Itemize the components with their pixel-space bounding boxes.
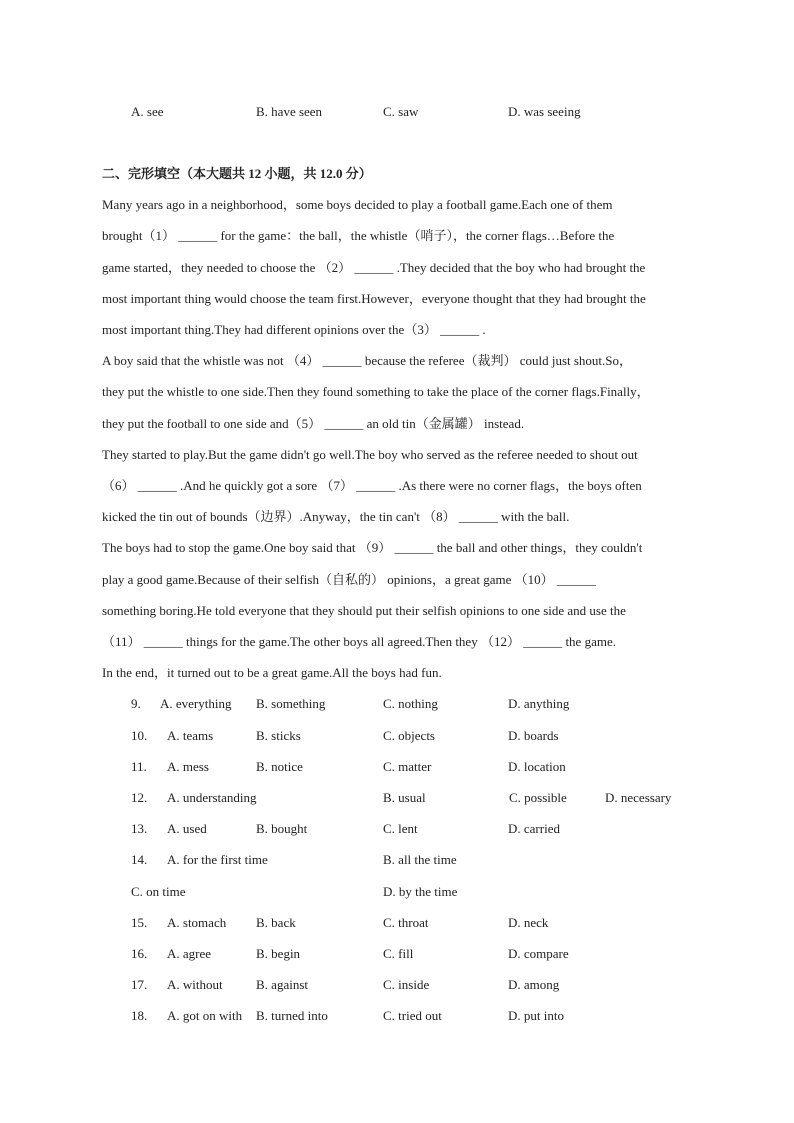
option-b: B. usual	[383, 790, 426, 805]
option-c: C. possible	[509, 790, 567, 805]
option-d: D. anything	[508, 696, 570, 711]
passage-line: kicked the tin out of bounds（边界）.Anyway，the tin can't （8） ______ with the ball.	[102, 509, 570, 524]
passage-line: play a good game.Because of their selfish（自私的） opinions，a great game （10） ______	[102, 572, 596, 587]
question-number: 9.	[131, 696, 141, 711]
option-b: B. back	[256, 915, 296, 930]
passage-line: In the end，it turned out to be a great game.All the boys had fun.	[102, 665, 442, 680]
question-number: 15.	[131, 915, 148, 930]
option-c: C. tried out	[383, 1008, 442, 1023]
option-c: C. matter	[383, 759, 432, 774]
option-a: A. used	[167, 821, 207, 836]
option-d: D. neck	[508, 915, 549, 930]
passage-line: They started to play.But the game didn't go well.The boy who served as the referee needed to shout out	[102, 447, 638, 462]
option-b: B. something	[256, 696, 326, 711]
option-b: B. all the time	[383, 852, 457, 867]
question-number: 16.	[131, 946, 148, 961]
passage-line: （11） ______ things for the game.The other boys all agreed.Then they （12） ______ the game.	[102, 634, 616, 649]
passage-line: they put the football to one side and（5） ______ an old tin（金属罐） instead.	[102, 416, 525, 431]
option-d: D. necessary	[605, 790, 672, 805]
top-option-b: B. have seen	[256, 104, 323, 119]
option-d: D. compare	[508, 946, 569, 961]
option-d: D. put into	[508, 1008, 564, 1023]
top-option-c: C. saw	[383, 104, 419, 119]
passage-line: （6） ______ .And he quickly got a sore （7） ______ .As there were no corner flags，the boys often	[102, 478, 642, 493]
passage-line: game started，they needed to choose the （2） ______ .They decided that the boy who had brought the	[102, 260, 646, 275]
passage-line: The boys had to stop the game.One boy said that （9） ______ the ball and other things，they couldn't	[102, 540, 643, 555]
option-d: D. among	[508, 977, 560, 992]
passage-line: brought（1） ______ for the game：the ball，the whistle（哨子），the corner flags…Before the	[102, 228, 615, 243]
option-b: B. sticks	[256, 728, 301, 743]
passage-line: A boy said that the whistle was not （4） ______ because the referee（裁判） could just shout.So，	[102, 353, 633, 368]
option-a: A. got on with	[167, 1008, 243, 1023]
option-b: B. turned into	[256, 1008, 328, 1023]
question-number: 10.	[131, 728, 148, 743]
option-b: B. begin	[256, 946, 301, 961]
option-b: B. notice	[256, 759, 303, 774]
option-b: B. against	[256, 977, 308, 992]
option-d: D. by the time	[383, 884, 458, 899]
option-c: C. on time	[131, 884, 186, 899]
option-c: C. lent	[383, 821, 418, 836]
option-a: A. everything	[160, 696, 232, 711]
option-d: D. boards	[508, 728, 559, 743]
option-a: A. understanding	[167, 790, 257, 805]
option-b: B. bought	[256, 821, 308, 836]
question-number: 14.	[131, 852, 148, 867]
option-c: C. fill	[383, 946, 414, 961]
option-c: C. objects	[383, 728, 435, 743]
option-a: A. for the first time	[167, 852, 268, 867]
passage-line: Many years ago in a neighborhood，some boys decided to play a football game.Each one of them	[102, 197, 613, 212]
question-number: 17.	[131, 977, 148, 992]
option-c: C. inside	[383, 977, 430, 992]
question-number: 12.	[131, 790, 148, 805]
question-number: 13.	[131, 821, 148, 836]
passage-line: most important thing.They had different opinions over the（3） ______ .	[102, 322, 486, 337]
passage-line: most important thing would choose the team first.However，everyone thought that they had brought the	[102, 291, 646, 306]
option-a: A. mess	[167, 759, 209, 774]
option-c: C. throat	[383, 915, 429, 930]
option-a: A. stomach	[167, 915, 227, 930]
section-heading: 二、完形填空（本大题共 12 小题，共 12.0 分）	[102, 166, 372, 181]
top-option-d: D. was seeing	[508, 104, 581, 119]
option-a: A. without	[167, 977, 223, 992]
question-number: 18.	[131, 1008, 148, 1023]
passage-line: something boring.He told everyone that they should put their selfish opinions to one side and use the	[102, 603, 626, 618]
option-a: A. agree	[167, 946, 212, 961]
passage-line: they put the whistle to one side.Then they found something to take the place of the corner flags.Finally，	[102, 384, 650, 399]
top-option-a: A. see	[131, 104, 164, 119]
option-c: C. nothing	[383, 696, 438, 711]
option-d: D. location	[508, 759, 566, 774]
question-number: 11.	[131, 759, 147, 774]
option-a: A. teams	[167, 728, 214, 743]
option-d: D. carried	[508, 821, 560, 836]
